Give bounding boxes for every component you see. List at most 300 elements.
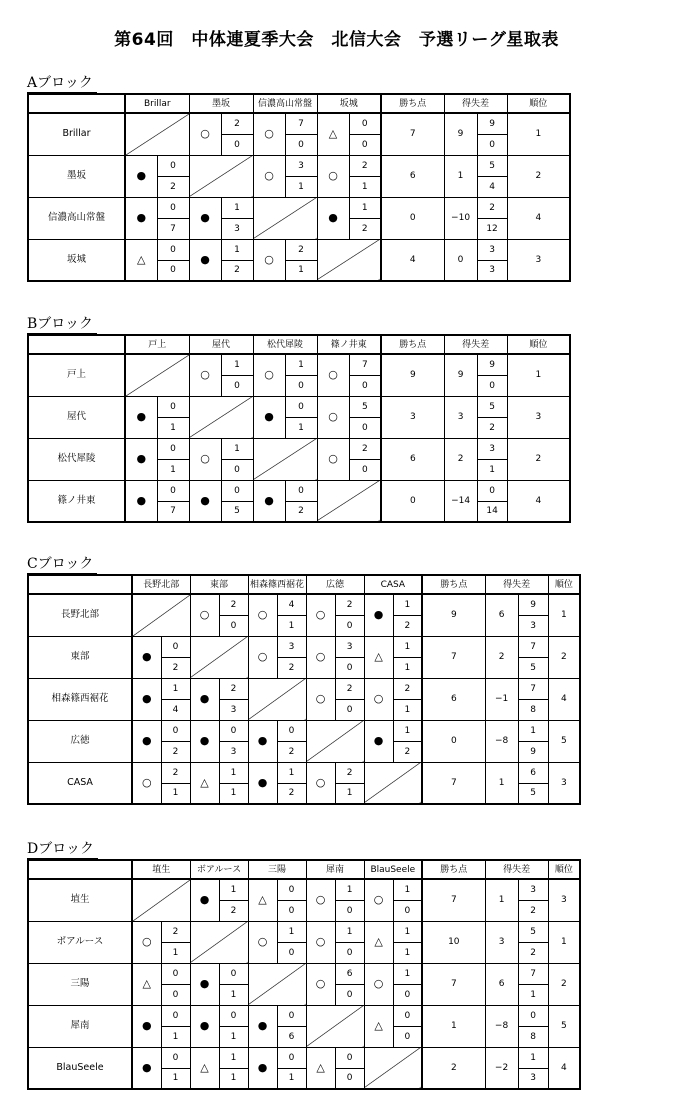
points-value: 7: [422, 879, 485, 921]
block-label: Dブロック: [27, 840, 98, 859]
score-against: 0: [285, 375, 317, 396]
result-mark: ●: [364, 594, 393, 636]
row-team-name: 戸上: [28, 354, 125, 396]
goals-for-value: 9: [477, 113, 507, 134]
score-for: 1: [393, 963, 422, 984]
rank-value: 4: [507, 197, 570, 239]
result-mark: ●: [132, 720, 161, 762]
goals-for-value: 7: [518, 678, 548, 699]
result-mark: ●: [190, 1005, 219, 1047]
header-points: 勝ち点: [381, 94, 444, 113]
goal-diff-value: 2: [444, 438, 477, 480]
goal-diff-value: −10: [444, 197, 477, 239]
score-against: 1: [349, 176, 381, 197]
rank-value: 2: [548, 636, 580, 678]
score-for: 5: [349, 396, 381, 417]
league-table: [27, 859, 581, 1090]
result-mark: ○: [317, 438, 349, 480]
score-for: 1: [221, 438, 253, 459]
goal-diff-value: 3: [485, 921, 518, 963]
result-mark: ●: [125, 155, 157, 197]
score-for: 0: [161, 720, 190, 741]
block-c: [27, 553, 581, 805]
goal-diff-value: 6: [485, 594, 518, 636]
result-mark: ●: [132, 678, 161, 720]
self-match-cell: [189, 396, 253, 438]
score-against: 1: [161, 783, 190, 804]
goals-for-value: 2: [477, 197, 507, 218]
points-value: 0: [381, 480, 444, 522]
goals-against-value: 5: [518, 783, 548, 804]
team-row: [28, 1047, 580, 1068]
result-mark: △: [364, 921, 393, 963]
score-for: 1: [161, 678, 190, 699]
block-label: Aブロック: [27, 74, 97, 93]
score-for: 0: [285, 396, 317, 417]
score-against: 0: [221, 134, 253, 155]
score-against: 0: [335, 1068, 364, 1089]
score-against: 0: [157, 260, 189, 281]
score-against: 1: [219, 984, 248, 1005]
goals-for-value: 0: [518, 1005, 548, 1026]
score-against: 0: [349, 134, 381, 155]
goal-diff-value: 2: [485, 636, 518, 678]
goals-for-value: 7: [518, 963, 548, 984]
goal-diff-value: 6: [485, 963, 518, 1005]
header-rank: 順位: [548, 860, 580, 879]
team-row: [28, 678, 580, 699]
row-team-name: 松代犀陵: [28, 438, 125, 480]
column-header-team: 墨坂: [189, 94, 253, 113]
row-team-name: 屋代: [28, 396, 125, 438]
score-for: 2: [335, 678, 364, 699]
block-d: [27, 838, 581, 1090]
score-against: 2: [393, 741, 422, 762]
result-mark: ○: [306, 636, 335, 678]
score-against: 1: [219, 1026, 248, 1047]
goals-against-value: 1: [477, 459, 507, 480]
self-match-cell: [125, 354, 189, 396]
block-label: Bブロック: [27, 315, 97, 334]
result-mark: ●: [248, 720, 277, 762]
rank-value: 4: [548, 678, 580, 720]
column-header-team: 長野北部: [132, 575, 190, 594]
self-match-cell: [306, 1005, 364, 1047]
score-for: 2: [219, 678, 248, 699]
score-for: 3: [277, 636, 306, 657]
points-value: 0: [381, 197, 444, 239]
team-row: [28, 438, 570, 459]
league-table: [27, 93, 571, 282]
goals-against-value: 14: [477, 501, 507, 522]
block-b: [27, 313, 571, 523]
goals-for-value: 3: [477, 438, 507, 459]
self-match-cell: [253, 438, 317, 480]
league-table: [27, 574, 581, 805]
column-header-team: 信濃高山常盤: [253, 94, 317, 113]
rank-value: 5: [548, 720, 580, 762]
result-mark: △: [317, 113, 349, 155]
score-against: 0: [335, 615, 364, 636]
score-against: 5: [221, 501, 253, 522]
result-mark: ●: [248, 762, 277, 804]
result-mark: ●: [190, 720, 219, 762]
score-against: 1: [219, 1068, 248, 1089]
score-against: 2: [285, 501, 317, 522]
result-mark: ●: [132, 636, 161, 678]
rank-value: 4: [507, 480, 570, 522]
column-header-team: 戸上: [125, 335, 189, 354]
score-for: 0: [157, 197, 189, 218]
goals-against-value: 0: [477, 375, 507, 396]
score-against: 1: [285, 417, 317, 438]
result-mark: ●: [248, 1005, 277, 1047]
score-for: 0: [219, 720, 248, 741]
result-mark: ○: [306, 594, 335, 636]
rank-value: 2: [548, 963, 580, 1005]
result-mark: ●: [253, 480, 285, 522]
rank-value: 1: [507, 354, 570, 396]
header-goal-diff: 得失差: [485, 860, 548, 879]
goals-against-value: 9: [518, 741, 548, 762]
score-against: 1: [335, 783, 364, 804]
score-against: 0: [393, 1026, 422, 1047]
result-mark: △: [364, 1005, 393, 1047]
score-against: 7: [157, 218, 189, 239]
score-for: 7: [285, 113, 317, 134]
league-table: [27, 334, 571, 523]
points-value: 6: [422, 678, 485, 720]
score-for: 2: [285, 239, 317, 260]
team-row: [28, 197, 570, 218]
score-for: 0: [157, 155, 189, 176]
score-for: 0: [161, 1005, 190, 1026]
score-for: 1: [393, 594, 422, 615]
score-against: 7: [157, 501, 189, 522]
score-for: 2: [349, 155, 381, 176]
result-mark: ○: [189, 438, 221, 480]
goal-diff-value: 1: [485, 762, 518, 804]
points-value: 7: [381, 113, 444, 155]
result-mark: ○: [132, 762, 161, 804]
score-against: 2: [161, 657, 190, 678]
points-value: 10: [422, 921, 485, 963]
team-row: [28, 354, 570, 375]
row-team-name: 坂城: [28, 239, 125, 281]
row-team-name: 三陽: [28, 963, 132, 1005]
goals-for-value: 5: [518, 921, 548, 942]
score-for: 6: [335, 963, 364, 984]
result-mark: ○: [364, 963, 393, 1005]
score-against: 2: [221, 260, 253, 281]
score-for: 0: [161, 963, 190, 984]
score-for: 0: [219, 1005, 248, 1026]
score-against: 0: [221, 459, 253, 480]
result-mark: ○: [248, 636, 277, 678]
score-against: 0: [335, 984, 364, 1005]
score-against: 3: [219, 699, 248, 720]
row-team-name: 相森篠西裾花: [28, 678, 132, 720]
team-row: [28, 879, 580, 900]
score-against: 2: [393, 615, 422, 636]
self-match-cell: [125, 113, 189, 155]
block-a: [27, 72, 571, 282]
rank-value: 3: [507, 396, 570, 438]
row-team-name: 埴生: [28, 879, 132, 921]
column-header-team: 犀南: [306, 860, 364, 879]
row-team-name: ボアルース: [28, 921, 132, 963]
goals-for-value: 3: [477, 239, 507, 260]
score-for: 2: [219, 594, 248, 615]
score-against: 0: [393, 984, 422, 1005]
team-row: [28, 963, 580, 984]
self-match-cell: [317, 239, 381, 281]
row-team-name: 広徳: [28, 720, 132, 762]
goal-diff-value: 1: [444, 155, 477, 197]
goal-diff-value: 3: [444, 396, 477, 438]
result-mark: ○: [306, 879, 335, 921]
score-for: 2: [221, 113, 253, 134]
result-mark: △: [190, 1047, 219, 1089]
score-for: 1: [221, 239, 253, 260]
row-team-name: 信濃高山常盤: [28, 197, 125, 239]
self-match-cell: [190, 921, 248, 963]
result-mark: ○: [248, 921, 277, 963]
result-mark: ○: [189, 113, 221, 155]
team-row: [28, 155, 570, 176]
header-corner: [28, 860, 132, 879]
score-for: 0: [349, 113, 381, 134]
goals-against-value: 4: [477, 176, 507, 197]
self-match-cell: [364, 1047, 422, 1089]
score-against: 1: [285, 176, 317, 197]
score-against: 0: [335, 942, 364, 963]
score-for: 1: [221, 197, 253, 218]
result-mark: △: [364, 636, 393, 678]
result-mark: ○: [253, 354, 285, 396]
score-for: 1: [285, 354, 317, 375]
self-match-cell: [317, 480, 381, 522]
goal-diff-value: −8: [485, 1005, 518, 1047]
goals-against-value: 2: [477, 417, 507, 438]
result-mark: ○: [317, 354, 349, 396]
score-for: 0: [157, 396, 189, 417]
goal-diff-value: −1: [485, 678, 518, 720]
score-for: 2: [335, 594, 364, 615]
result-mark: ○: [253, 155, 285, 197]
result-mark: △: [132, 963, 161, 1005]
self-match-cell: [132, 594, 190, 636]
header-rank: 順位: [507, 335, 570, 354]
score-against: 0: [277, 942, 306, 963]
result-mark: ○: [317, 155, 349, 197]
goals-for-value: 9: [518, 594, 548, 615]
score-against: 0: [277, 900, 306, 921]
team-row: [28, 636, 580, 657]
score-against: 0: [335, 699, 364, 720]
result-mark: ●: [132, 1005, 161, 1047]
header-corner: [28, 94, 125, 113]
result-mark: ○: [317, 396, 349, 438]
self-match-cell: [306, 720, 364, 762]
result-mark: △: [248, 879, 277, 921]
row-team-name: Brillar: [28, 113, 125, 155]
result-mark: ○: [306, 921, 335, 963]
points-value: 9: [422, 594, 485, 636]
goal-diff-value: 1: [485, 879, 518, 921]
row-team-name: BlauSeele: [28, 1047, 132, 1089]
team-row: [28, 239, 570, 260]
score-against: 2: [277, 741, 306, 762]
self-match-cell: [132, 879, 190, 921]
goals-for-value: 3: [518, 879, 548, 900]
score-for: 1: [349, 197, 381, 218]
score-against: 0: [161, 984, 190, 1005]
block-label: Cブロック: [27, 555, 97, 574]
score-for: 0: [277, 720, 306, 741]
rank-value: 3: [507, 239, 570, 281]
header-points: 勝ち点: [422, 860, 485, 879]
score-against: 0: [335, 900, 364, 921]
result-mark: ●: [125, 197, 157, 239]
points-value: 1: [422, 1005, 485, 1047]
score-against: 1: [393, 699, 422, 720]
rank-value: 1: [507, 113, 570, 155]
score-for: 7: [349, 354, 381, 375]
score-for: 3: [285, 155, 317, 176]
header-points: 勝ち点: [422, 575, 485, 594]
score-against: 1: [161, 1068, 190, 1089]
score-against: 1: [157, 459, 189, 480]
self-match-cell: [189, 155, 253, 197]
score-against: 0: [393, 900, 422, 921]
goals-against-value: 8: [518, 1026, 548, 1047]
score-for: 0: [277, 1005, 306, 1026]
score-against: 0: [349, 375, 381, 396]
result-mark: ●: [189, 197, 221, 239]
points-value: 4: [381, 239, 444, 281]
points-value: 7: [422, 963, 485, 1005]
header-corner: [28, 575, 132, 594]
goals-against-value: 1: [518, 984, 548, 1005]
points-value: 3: [381, 396, 444, 438]
goal-diff-value: 9: [444, 113, 477, 155]
score-against: 1: [161, 1026, 190, 1047]
column-header-team: CASA: [364, 575, 422, 594]
team-row: [28, 720, 580, 741]
goals-against-value: 0: [477, 134, 507, 155]
score-for: 0: [157, 438, 189, 459]
rank-value: 3: [548, 879, 580, 921]
column-header-team: 埴生: [132, 860, 190, 879]
goal-diff-value: −2: [485, 1047, 518, 1089]
score-against: 0: [335, 657, 364, 678]
score-for: 3: [335, 636, 364, 657]
score-for: 1: [393, 636, 422, 657]
result-mark: ○: [248, 594, 277, 636]
score-against: 1: [277, 615, 306, 636]
score-for: 1: [335, 921, 364, 942]
team-row: [28, 1005, 580, 1026]
points-value: 2: [422, 1047, 485, 1089]
team-row: [28, 396, 570, 417]
goals-against-value: 3: [518, 1068, 548, 1089]
result-mark: ●: [189, 480, 221, 522]
result-mark: ●: [189, 239, 221, 281]
rank-value: 2: [507, 155, 570, 197]
result-mark: ●: [253, 396, 285, 438]
rank-value: 1: [548, 921, 580, 963]
result-mark: ○: [253, 239, 285, 281]
score-for: 1: [219, 879, 248, 900]
rank-value: 4: [548, 1047, 580, 1089]
result-mark: ●: [125, 396, 157, 438]
score-for: 1: [277, 762, 306, 783]
goal-diff-value: 9: [444, 354, 477, 396]
score-against: 3: [219, 741, 248, 762]
self-match-cell: [248, 963, 306, 1005]
score-against: 0: [285, 134, 317, 155]
column-header-team: 東部: [190, 575, 248, 594]
points-value: 0: [422, 720, 485, 762]
header-corner: [28, 335, 125, 354]
points-value: 6: [381, 438, 444, 480]
score-for: 0: [393, 1005, 422, 1026]
header-rank: 順位: [507, 94, 570, 113]
result-mark: ●: [125, 480, 157, 522]
goals-for-value: 1: [518, 1047, 548, 1068]
column-header-team: 広徳: [306, 575, 364, 594]
score-for: 2: [161, 921, 190, 942]
goals-against-value: 2: [518, 942, 548, 963]
score-for: 0: [285, 480, 317, 501]
score-for: 0: [277, 879, 306, 900]
goals-against-value: 12: [477, 218, 507, 239]
goals-for-value: 9: [477, 354, 507, 375]
result-mark: ○: [364, 678, 393, 720]
result-mark: ●: [125, 438, 157, 480]
result-mark: ●: [190, 963, 219, 1005]
result-mark: ●: [190, 879, 219, 921]
score-against: 0: [349, 417, 381, 438]
result-mark: ○: [190, 594, 219, 636]
goals-for-value: 1: [518, 720, 548, 741]
column-header-team: 松代犀陵: [253, 335, 317, 354]
score-for: 1: [393, 879, 422, 900]
score-against: 4: [161, 699, 190, 720]
score-against: 2: [219, 900, 248, 921]
row-team-name: CASA: [28, 762, 132, 804]
goals-for-value: 6: [518, 762, 548, 783]
points-value: 7: [422, 762, 485, 804]
self-match-cell: [364, 762, 422, 804]
score-for: 0: [161, 1047, 190, 1068]
score-against: 1: [393, 657, 422, 678]
self-match-cell: [248, 678, 306, 720]
rank-value: 2: [507, 438, 570, 480]
row-team-name: 犀南: [28, 1005, 132, 1047]
score-for: 0: [157, 239, 189, 260]
team-row: [28, 921, 580, 942]
goal-diff-value: −14: [444, 480, 477, 522]
points-value: 6: [381, 155, 444, 197]
score-for: 2: [161, 762, 190, 783]
score-for: 0: [161, 636, 190, 657]
score-against: 0: [219, 615, 248, 636]
score-against: 1: [161, 942, 190, 963]
result-mark: △: [125, 239, 157, 281]
score-against: 1: [285, 260, 317, 281]
